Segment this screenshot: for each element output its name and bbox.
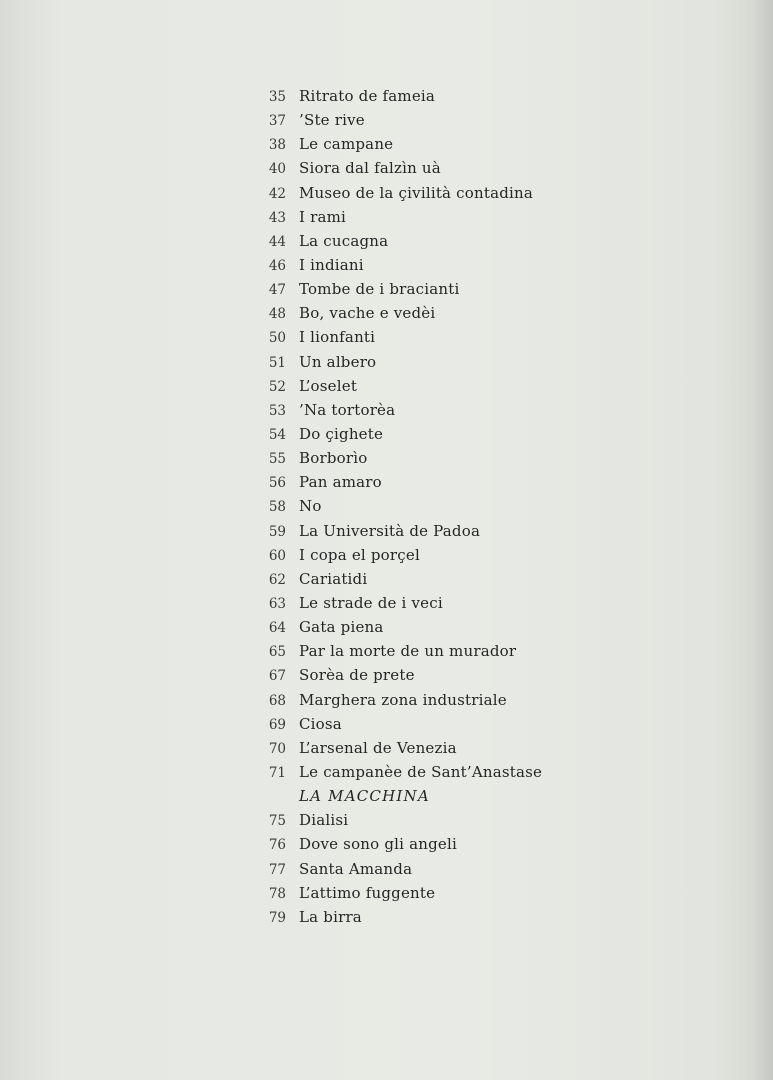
toc-page-number: 68 — [268, 692, 286, 709]
toc-entry — [250, 519, 690, 543]
toc-entry-title: La Università de Padoa — [299, 521, 481, 540]
toc-entry-title: Le campane — [299, 135, 394, 154]
toc-entry-title: Ritrato de fameia — [299, 87, 436, 105]
toc-entry-title: Tombe de i bracianti — [299, 280, 460, 299]
toc-page-number: 52 — [268, 378, 286, 395]
toc-page-number: 64 — [268, 620, 286, 637]
toc-entry-title: Ciosa — [299, 714, 342, 733]
toc-entry — [250, 229, 690, 253]
toc-entry — [250, 325, 690, 349]
toc-entry — [250, 181, 690, 205]
toc-entry — [250, 639, 690, 663]
page-edge-shadow — [751, 0, 773, 1080]
toc-page-number: 48 — [268, 306, 286, 323]
toc-page-number: 44 — [268, 233, 286, 250]
toc-entry-title: Siora dal falzìn uà — [299, 159, 441, 178]
toc-entry — [250, 470, 690, 494]
toc-entry-title: I lionfanti — [299, 328, 376, 347]
toc-page-number: 70 — [268, 740, 286, 757]
toc-page-number: 54 — [268, 426, 286, 443]
toc-page-number: 55 — [268, 451, 286, 468]
toc-page-number: 47 — [268, 282, 286, 299]
toc-entry-title: La birra — [299, 907, 362, 926]
toc-entry-title: Pan amaro — [299, 473, 382, 492]
toc-entry — [250, 663, 690, 687]
toc-entry-title: Do çighete — [299, 424, 384, 443]
toc-entry — [250, 253, 690, 277]
toc-entry — [250, 132, 690, 156]
toc-page-number: 50 — [268, 330, 286, 347]
toc-entry-title: Un albero — [299, 352, 377, 371]
toc-page-number: 53 — [268, 402, 286, 419]
toc-entry — [250, 301, 690, 325]
toc-page-number: 77 — [268, 861, 286, 878]
toc-entry — [250, 108, 690, 132]
toc-entry — [250, 84, 690, 108]
toc-page-number: 79 — [268, 909, 286, 926]
toc-entry-title: ’Na tortorèa — [299, 400, 396, 419]
toc-page-number: 46 — [268, 257, 286, 274]
toc-page-number: 63 — [268, 595, 286, 612]
toc-entry-title: Gata piena — [299, 618, 384, 637]
toc-entry — [250, 374, 690, 398]
toc-page-number: 35 — [268, 89, 286, 105]
toc-entry — [250, 494, 690, 518]
toc-entry — [250, 832, 690, 856]
toc-entry — [250, 543, 690, 567]
toc-page-number: 51 — [268, 354, 286, 371]
toc-entry-title: Le strade de i veci — [299, 593, 443, 612]
toc-page-number: 75 — [268, 813, 286, 830]
toc-page-number: 38 — [268, 137, 286, 154]
toc-entry-title: No — [299, 497, 322, 516]
toc-entry-title: I indiani — [299, 255, 364, 274]
toc-entry-title: Museo de la çivilità contadina — [299, 183, 534, 202]
toc-entry-title: Santa Amanda — [299, 859, 413, 878]
toc-entry — [250, 591, 690, 615]
toc-entry — [250, 688, 690, 712]
toc-page-number: 43 — [268, 209, 286, 226]
toc-page-number: 40 — [268, 161, 286, 178]
toc-page-number: 71 — [268, 764, 286, 781]
toc-entry-title: Par la morte de un murador — [299, 642, 517, 661]
toc-entry — [250, 857, 690, 881]
toc-page-number: 42 — [268, 185, 286, 202]
toc-page-number: 76 — [268, 837, 286, 854]
toc-entry — [250, 398, 690, 422]
toc-entry-title: L’arsenal de Venezia — [299, 738, 457, 757]
toc-entry-title: L’attimo fuggente — [299, 883, 436, 902]
toc-page-number: 65 — [268, 644, 286, 661]
toc-entry — [250, 736, 690, 760]
toc-section-heading — [250, 784, 690, 808]
toc-entry-title: Cariatidi — [299, 569, 368, 588]
toc-entry — [250, 712, 690, 736]
toc-entry — [250, 350, 690, 374]
toc-page-number: 37 — [268, 113, 286, 130]
toc-entry-title: Dialisi — [299, 811, 349, 830]
toc-entry-title: Borborìo — [299, 449, 368, 468]
toc-page-number: 78 — [268, 885, 286, 902]
toc-entry-title: Le campanèe de Sant’Anastase — [299, 762, 543, 781]
toc-page-number: 69 — [268, 716, 286, 733]
section-title: LA MACCHINA — [299, 787, 430, 806]
toc-page-number: 56 — [268, 475, 286, 492]
toc-page-number: 58 — [268, 499, 286, 516]
toc-entry — [250, 760, 690, 784]
toc-entry — [250, 156, 690, 180]
toc-entry-title: I copa el porçel — [299, 545, 420, 564]
toc-entry-title: Dove sono gli angeli — [299, 835, 458, 854]
toc-entry — [250, 277, 690, 301]
toc-entry-title: Marghera zona industriale — [299, 690, 507, 709]
toc-page-number: 60 — [268, 547, 286, 564]
toc-entry-title: ’Ste rive — [299, 111, 365, 130]
toc-entry-title: Bo, vache e vedèi — [299, 304, 436, 323]
table-of-contents — [250, 84, 690, 929]
toc-entry-title: Sorèa de prete — [299, 666, 415, 685]
toc-entry — [250, 905, 690, 929]
toc-page-number: 59 — [268, 523, 286, 540]
toc-entry — [250, 567, 690, 591]
toc-entry — [250, 615, 690, 639]
toc-entry-title: La cucagna — [299, 231, 389, 250]
toc-entry-title: I rami — [299, 207, 347, 226]
toc-entry — [250, 205, 690, 229]
toc-entry — [250, 808, 690, 832]
toc-entry — [250, 422, 690, 446]
toc-page-number: 67 — [268, 668, 286, 685]
toc-page-number: 62 — [268, 571, 286, 588]
toc-entry — [250, 446, 690, 470]
toc-entry — [250, 881, 690, 905]
toc-entry-title: L’oselet — [299, 376, 358, 395]
